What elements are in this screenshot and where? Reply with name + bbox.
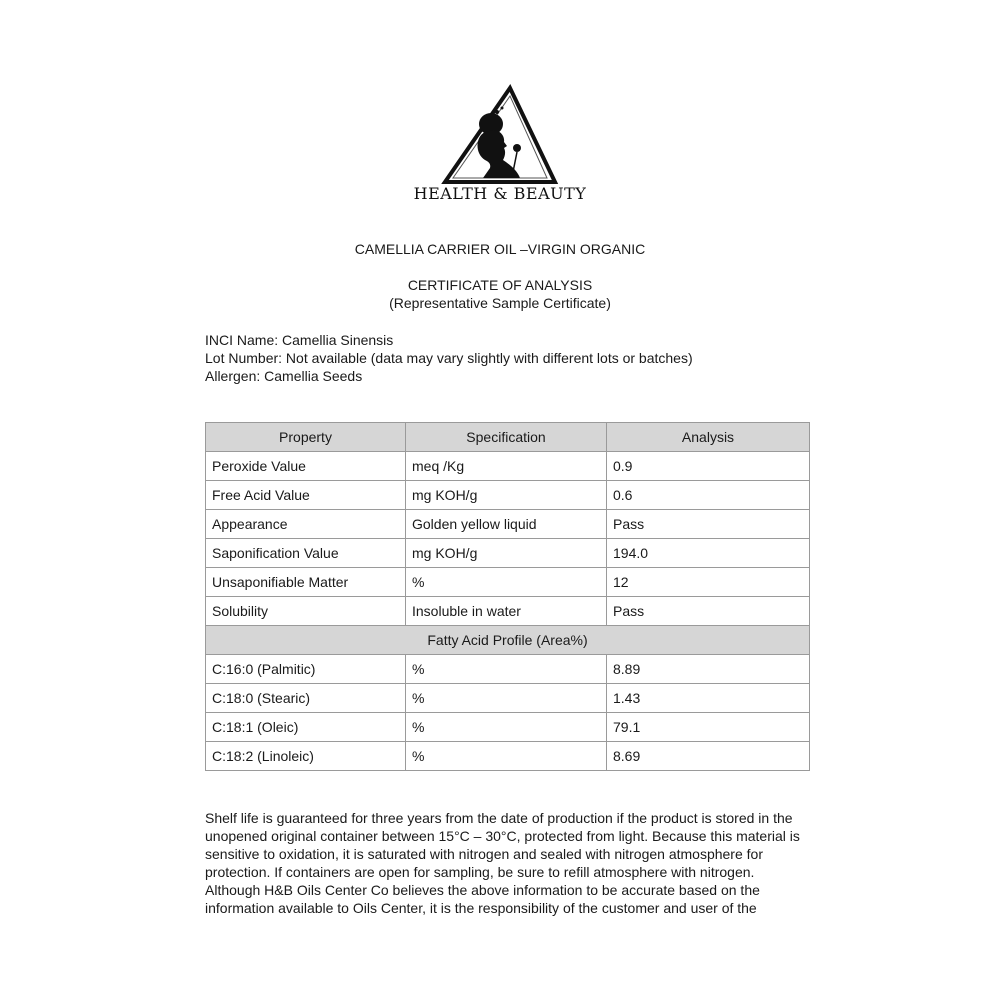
table-cell: Unsaponifiable Matter xyxy=(206,568,406,597)
table-cell: 79.1 xyxy=(607,713,810,742)
table-cell: 12 xyxy=(607,568,810,597)
table-row xyxy=(206,539,810,568)
lot-number: Lot Number: Not available (data may vary slightly with different lots or batches) xyxy=(205,350,693,366)
table-cell: Pass xyxy=(607,597,810,626)
brand-name: HEALTH & BEAUTY xyxy=(413,184,587,203)
table-cell: Free Acid Value xyxy=(206,481,406,510)
table-section-row xyxy=(206,626,810,655)
table-row xyxy=(206,568,810,597)
table-cell: C:18:1 (Oleic) xyxy=(206,713,406,742)
table-row xyxy=(206,452,810,481)
table-cell: Saponification Value xyxy=(206,539,406,568)
table-cell: % xyxy=(406,684,607,713)
document-subtitle: (Representative Sample Certificate) xyxy=(389,295,611,311)
table-cell: % xyxy=(406,655,607,684)
table-cell: % xyxy=(406,742,607,771)
table-row xyxy=(206,481,810,510)
table-cell: Pass xyxy=(607,510,810,539)
table-row xyxy=(206,597,810,626)
paragraph-line: unopened original container between 15°C – 30°C, protected from light. Because this material is xyxy=(205,828,800,844)
document-title: CERTIFICATE OF ANALYSIS xyxy=(407,277,593,293)
table-row xyxy=(206,742,810,771)
table-cell: C:16:0 (Palmitic) xyxy=(206,655,406,684)
paragraph-line: Shelf life is guaranteed for three years from the date of production if the product is stored in the xyxy=(205,810,793,826)
paragraph-line: information available to Oils Center, it is the responsibility of the customer and user of the xyxy=(205,900,757,916)
table-row xyxy=(206,684,810,713)
analysis-table xyxy=(205,422,810,771)
table-header-row xyxy=(206,423,810,452)
table-cell: 0.9 xyxy=(607,452,810,481)
table-cell: Solubility xyxy=(206,597,406,626)
table-cell: 8.69 xyxy=(607,742,810,771)
product-meta xyxy=(205,331,693,385)
product-title: CAMELLIA CARRIER OIL –VIRGIN ORGANIC xyxy=(354,241,646,257)
table-cell: % xyxy=(406,713,607,742)
table-row xyxy=(206,713,810,742)
table-cell: meq /Kg xyxy=(406,452,607,481)
table-cell: 1.43 xyxy=(607,684,810,713)
table-cell: mg KOH/g xyxy=(406,481,607,510)
table-cell: 8.89 xyxy=(607,655,810,684)
table-cell: Insoluble in water xyxy=(406,597,607,626)
table-row xyxy=(206,655,810,684)
shelf-life-disclaimer xyxy=(205,809,815,917)
table-cell: Golden yellow liquid xyxy=(406,510,607,539)
table-row xyxy=(206,510,810,539)
column-header: Analysis xyxy=(607,423,810,452)
paragraph-line: protection. If containers are open for sampling, be sure to refill atmosphere with nitrogen. xyxy=(205,864,755,880)
fatty-acid-section-header: Fatty Acid Profile (Area%) xyxy=(206,626,810,655)
table-cell: 194.0 xyxy=(607,539,810,568)
table-cell: 0.6 xyxy=(607,481,810,510)
allergen: Allergen: Camellia Seeds xyxy=(205,368,363,384)
table-cell: Appearance xyxy=(206,510,406,539)
paragraph-line: Although H&B Oils Center Co believes the above information to be accurate based on the xyxy=(205,882,760,898)
table-cell: mg KOH/g xyxy=(406,539,607,568)
table-cell: C:18:2 (Linoleic) xyxy=(206,742,406,771)
column-header: Property xyxy=(206,423,406,452)
paragraph-line: sensitive to oxidation, it is saturated with nitrogen and sealed with nitrogen atmosphere for xyxy=(205,846,763,862)
column-header: Specification xyxy=(406,423,607,452)
table-cell: Peroxide Value xyxy=(206,452,406,481)
table-cell: C:18:0 (Stearic) xyxy=(206,684,406,713)
inci-name: INCI Name: Camellia Sinensis xyxy=(205,332,394,348)
table-cell: % xyxy=(406,568,607,597)
